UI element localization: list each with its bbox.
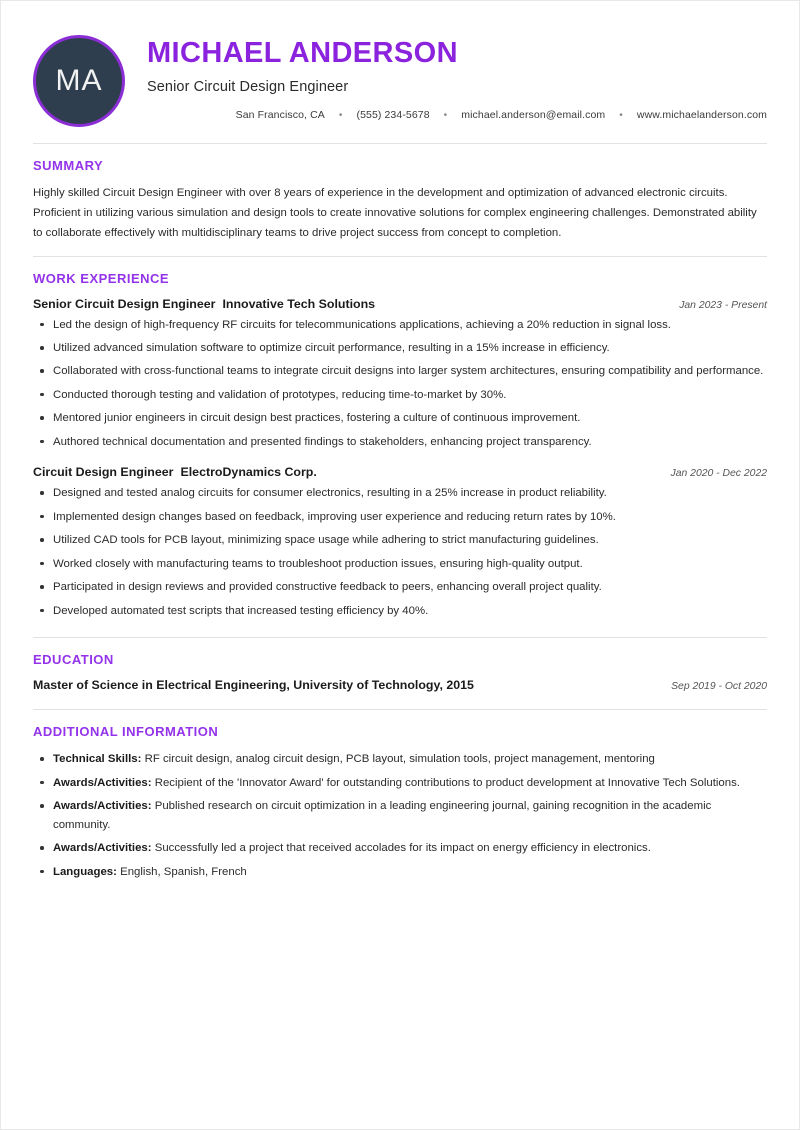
info-text: English, Spanish, French (120, 865, 247, 878)
list-item: Participated in design reviews and provided constructive feedback to peers, enhancing overall project quality. (33, 578, 767, 596)
education-date: Sep 2019 - Oct 2020 (671, 681, 767, 693)
section-additional-information (33, 710, 767, 898)
list-item (33, 839, 767, 857)
contact-phone[interactable]: (555) 234-5678 (356, 109, 430, 122)
list-item (33, 863, 767, 881)
info-text: Published research on circuit optimization in a leading engineering journal, gaining recognition in the academic community. (53, 800, 712, 831)
section-education (33, 638, 767, 709)
experience-date: Jan 2023 - Present (679, 299, 767, 311)
info-label: Awards/Activities: (53, 800, 152, 813)
contact-separator-icon: • (619, 109, 623, 121)
header-text-block (125, 31, 767, 121)
contact-location: San Francisco, CA (235, 109, 325, 122)
list-item: Conducted thorough testing and validation of prototypes, reducing time-to-market by 30%. (33, 386, 767, 404)
list-item: Mentored junior engineers in circuit design best practices, fostering a culture of continuous improvement. (33, 409, 767, 427)
resume-header (33, 31, 767, 143)
list-item: Worked closely with manufacturing teams to troubleshoot production issues, ensuring high-quality output. (33, 555, 767, 573)
experience-company: ElectroDynamics Corp. (180, 465, 317, 480)
list-item: Collaborated with cross-functional teams to integrate circuit designs into larger system architectures, ensuring compatibility and performance. (33, 362, 767, 380)
contact-row (147, 109, 767, 121)
education-entry-header (33, 678, 767, 692)
list-item: Utilized advanced simulation software to optimize circuit performance, resulting in a 15% increase in efficiency. (33, 339, 767, 357)
avatar (33, 35, 125, 127)
info-text: Successfully led a project that received accolades for its impact on energy efficiency in electronics. (154, 842, 651, 855)
experience-entry (33, 465, 767, 620)
list-item (33, 774, 767, 792)
section-work-experience (33, 257, 767, 638)
header-job-title: Senior Circuit Design Engineer (147, 79, 349, 96)
info-label: Languages: (53, 865, 117, 878)
list-item: Led the design of high-frequency RF circuits for telecommunications applications, achieving a 20% reduction in signal loss. (33, 316, 767, 334)
contact-website[interactable]: www.michaelanderson.com (636, 109, 767, 122)
list-item (33, 797, 767, 834)
list-item: Authored technical documentation and presented findings to stakeholders, enhancing project transparency. (33, 433, 767, 451)
education-entry (33, 678, 767, 692)
experience-entry-header (33, 297, 767, 311)
education-degree: Master of Science in Electrical Engineering, University of Technology, 2015 (33, 678, 474, 693)
additional-information-list (33, 750, 767, 881)
info-label: Awards/Activities: (53, 776, 152, 789)
section-title-work-experience: WORK EXPERIENCE (33, 270, 170, 286)
list-item: Developed automated test scripts that increased testing efficiency by 40%. (33, 602, 767, 620)
contact-separator-icon: • (338, 109, 343, 121)
contact-email[interactable]: michael.anderson@email.com (461, 109, 606, 122)
info-text: Recipient of the 'Innovator Award' for outstanding contributions to product development at Innovative Tech Solutions. (154, 776, 740, 789)
avatar-initials: MA (55, 64, 103, 97)
info-text: RF circuit design, analog circuit design, PCB layout, simulation tools, project management, mentoring (144, 753, 655, 766)
experience-date: Jan 2020 - Dec 2022 (670, 468, 767, 480)
section-title-additional-information: ADDITIONAL INFORMATION (33, 724, 219, 740)
summary-text: Highly skilled Circuit Design Engineer with over 8 years of experience in the development and optimization of advanced electronic circuits. Proficient in utilizing various simulation and design tools to create innovative solutions for complex engineering challenges. Demonstrated ability to collaborate effectively with multidisciplinary teams to drive project success from concept to completion. (33, 187, 757, 239)
section-title-education: EDUCATION (33, 652, 114, 668)
contact-separator-icon: • (443, 109, 448, 121)
list-item: Implemented design changes based on feedback, improving user experience and reducing return rates by 10%. (33, 508, 767, 526)
experience-bullet-list (33, 484, 767, 620)
info-label: Technical Skills: (53, 753, 142, 766)
section-title-summary: SUMMARY (33, 158, 104, 173)
experience-bullet-list (33, 316, 767, 452)
page-title: MICHAEL ANDERSON (147, 37, 458, 69)
experience-company: Innovative Tech Solutions (222, 296, 376, 311)
experience-heading (33, 465, 317, 479)
info-label: Awards/Activities: (53, 842, 152, 855)
list-item: Utilized CAD tools for PCB layout, minimizing space usage while adhering to strict manufacturing guidelines. (33, 531, 767, 549)
experience-entry (33, 297, 767, 452)
experience-heading (33, 297, 375, 311)
experience-entry-header (33, 465, 767, 479)
experience-role: Senior Circuit Design Engineer (33, 296, 216, 311)
list-item (33, 750, 767, 768)
list-item: Designed and tested analog circuits for consumer electronics, resulting in a 25% increase in product reliability. (33, 484, 767, 502)
section-summary (33, 144, 767, 256)
experience-role: Circuit Design Engineer (33, 465, 174, 480)
